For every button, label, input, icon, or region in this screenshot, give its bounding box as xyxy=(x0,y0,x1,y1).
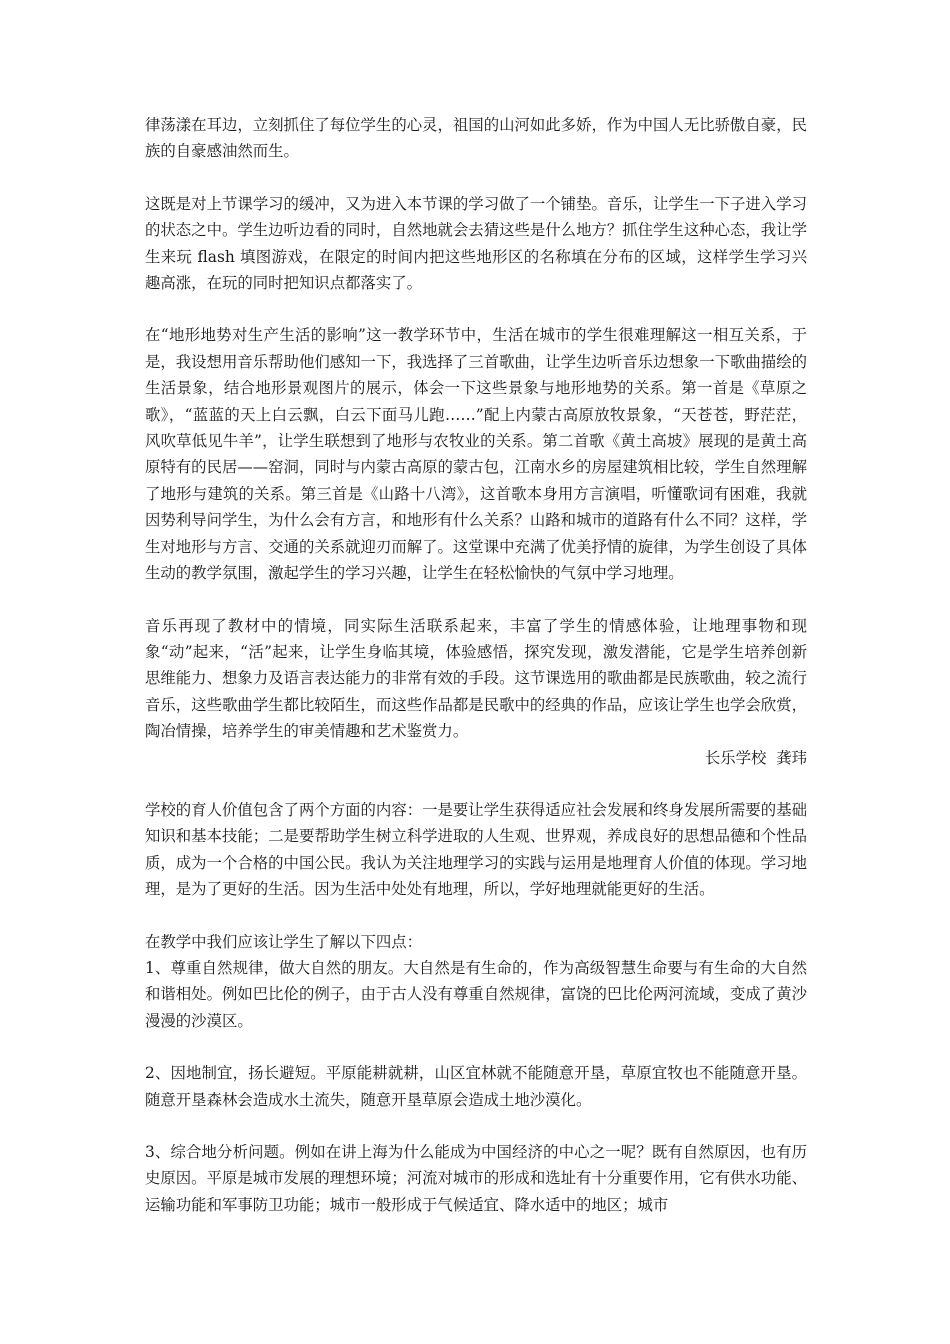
paragraph-gap xyxy=(145,1034,807,1060)
paragraph-gap xyxy=(145,587,807,613)
document-page xyxy=(145,112,807,1218)
list-intro: 在教学中我们应该让学生了解以下四点： xyxy=(145,932,423,951)
paragraph-gap xyxy=(145,1113,807,1139)
paragraph-gap xyxy=(145,771,807,797)
list-item-1: 1、尊重自然规律，做大自然的朋友。大自然是有生命的，作为高级智慧生命要与有生命的大自然和谐相处。例如巴比伦的例子，由于古人没有尊重自然规律，富饶的巴比伦两河流域，变成了黄沙漫漫的沙漠区。 xyxy=(145,958,807,1030)
list-item-3: 3、综合地分析问题。例如在讲上海为什么能成为中国经济的中心之一呢？既有自然原因，也有历史原因。平原是城市发展的理想环境；河流对城市的形成和选址有十分重要作用，它有供水功能、运输功能和军事防卫功能；城市一般形成于气候适宜、降水适中的地区；城市 xyxy=(145,1143,807,1214)
paragraph-gap xyxy=(145,296,807,322)
paragraph-gap xyxy=(145,903,807,929)
paragraph-2: 这既是对上节课学习的缓冲，又为进入本节课的学习做了一个铺垫。音乐，让学生一下子进入学习的状态之中。学生边听边看的同时，自然地就会去猜这些是什么地方？抓住学生这种心态，我让学生来玩 flash 填图游戏，在限定的时间内把这些地形区的名称填在分布的区域，这样学生学习兴趣高涨，在玩的同时把知识点都落实了。 xyxy=(145,194,807,293)
section2-paragraph: 学校的育人价值包含了两个方面的内容：一是要让学生获得适应社会发展和终身发展所需要的基础知识和基本技能；二是要帮助学生树立科学进取的人生观、世界观，养成良好的思想品德和个性品质，成为一个合格的中国公民。我认为关注地理学习的实践与运用是地理育人价值的体现。学习地理，是为了更好的生活。因为生活中处处有地理，所以，学好地理就能更好的生活。 xyxy=(145,800,807,899)
paragraph-4: 音乐再现了教材中的情境，同实际生活联系起来，丰富了学生的情感体验，让地理事物和现象“动”起来，“活”起来，让学生身临其境，体验感悟，探究发现，激发潜能，它是学生培养创新思维能力、想象力及语言表达能力的非常有效的手段。这节课选用的歌曲都是民族歌曲，较之流行音乐，这些歌曲学生都比较陌生，而这些作品都是民歌中的经典的作品，应该让学生也学会欣赏，陶冶情操，培养学生的审美情趣和艺术鉴赏力。 xyxy=(145,616,807,741)
paragraph-gap xyxy=(145,165,807,191)
list-item-2: 2、因地制宜，扬长避短。平原能耕就耕，山区宜林就不能随意开垦，草原宜牧也不能随意开垦。随意开垦森林会造成水土流失，随意开垦草原会造成土地沙漠化。 xyxy=(145,1064,807,1109)
author-signature: 长乐学校 龚玮 xyxy=(704,748,807,767)
paragraph-1: 律荡漾在耳边，立刻抓住了每位学生的心灵，祖国的山河如此多娇，作为中国人无比骄傲自豪，民族的自豪感油然而生。 xyxy=(145,116,807,161)
paragraph-3: 在“地形地势对生产生活的影响”这一教学环节中，生活在城市的学生很难理解这一相互关系，于是，我设想用音乐帮助他们感知一下，我选择了三首歌曲，让学生边听音乐边想象一下歌曲描绘的生活景象，结合地形景观图片的展示，体会一下这些景象与地形地势的关系。第一首是《草原之歌》，“蓝蓝的天上白云飘，白云下面马儿跑……”配上内蒙古高原放牧景象，“天苍苍，野茫茫，风吹草低见牛羊”，让学生联想到了地形与农牧业的关系。第二首歌《黄土高坡》展现的是黄土高原特有的民居——窑洞，同时与内蒙古高原的蒙古包，江南水乡的房屋建筑相比较，学生自然理解了地形与建筑的关系。第三首是《山路十八湾》，这首歌本身用方言演唱，听懂歌词有困难，我就因势利导问学生，为什么会有方言，和地形有什么关系？山路和城市的道路有什么不同？这样，学生对地形与方言、交通的关系就迎刃而解了。这堂课中充满了优美抒情的旋律，为学生创设了具体生动的教学氛围，激起学生的学习兴趣，让学生在轻松愉快的气氛中学习地理。 xyxy=(145,326,807,583)
